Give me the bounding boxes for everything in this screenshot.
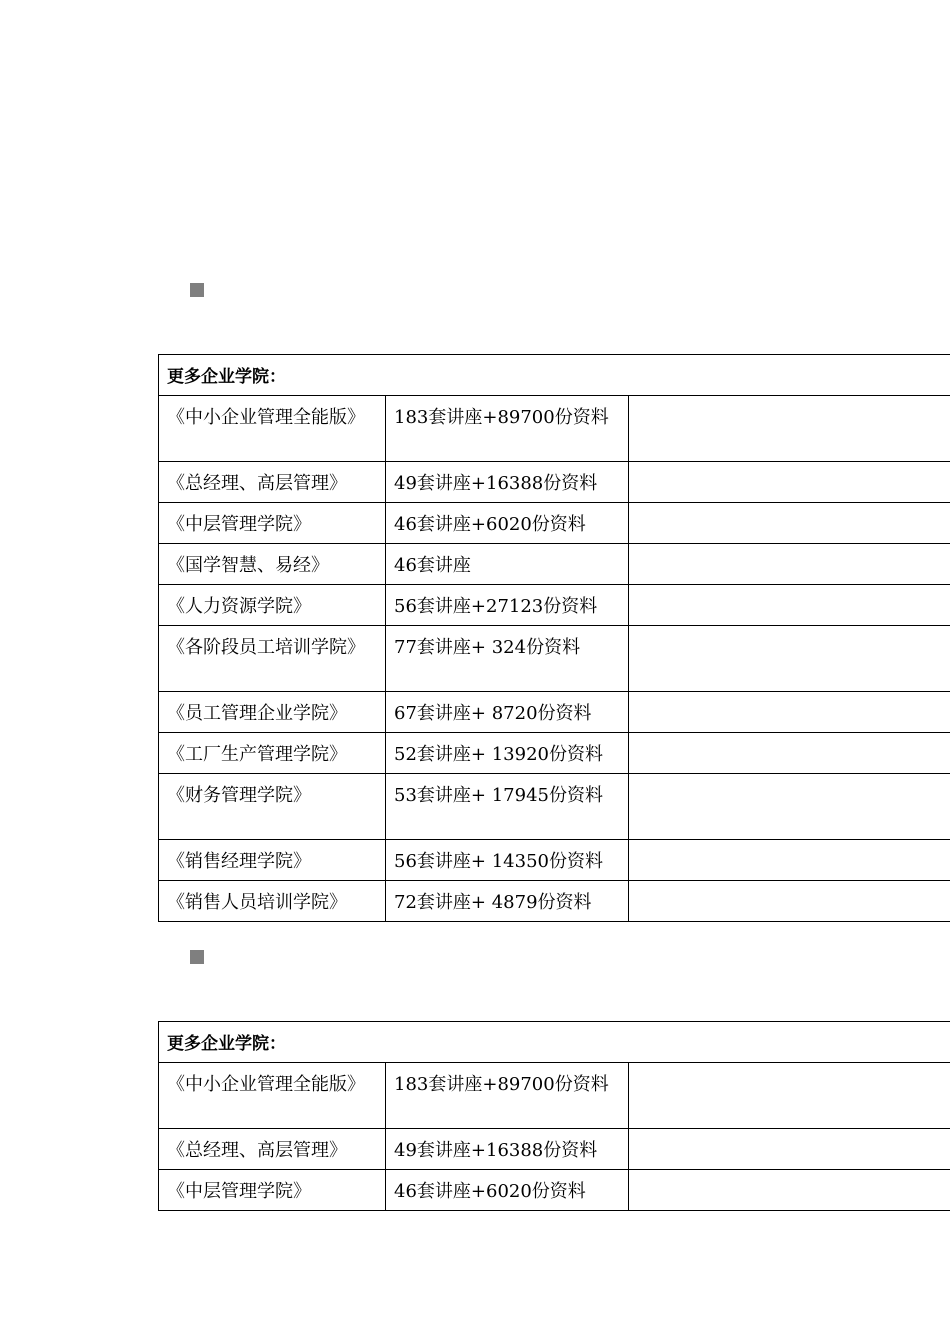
table-row	[159, 585, 950, 626]
course-extra	[629, 840, 950, 881]
table-header-row	[159, 355, 950, 396]
course-name: 《工厂生产管理学院》	[159, 733, 386, 774]
table-row	[159, 503, 950, 544]
course-name: 《中小企业管理全能版》	[159, 396, 386, 462]
course-extra	[629, 1063, 950, 1129]
course-detail: 56套讲座+27123份资料	[386, 585, 629, 626]
course-detail: 46套讲座+6020份资料	[386, 503, 629, 544]
table-row	[159, 1063, 950, 1129]
bullet-square-icon	[190, 950, 204, 964]
course-detail: 49套讲座+16388份资料	[386, 462, 629, 503]
course-name: 《销售经理学院》	[159, 840, 386, 881]
course-name: 《中小企业管理全能版》	[159, 1063, 386, 1129]
course-extra	[629, 692, 950, 733]
course-extra	[629, 881, 950, 922]
course-extra	[629, 503, 950, 544]
course-name: 《员工管理企业学院》	[159, 692, 386, 733]
course-extra	[629, 1129, 950, 1170]
course-detail: 183套讲座+89700份资料	[386, 1063, 629, 1129]
table-row	[159, 840, 950, 881]
table-row	[159, 462, 950, 503]
course-detail: 46套讲座	[386, 544, 629, 585]
table-row	[159, 1170, 950, 1211]
course-table	[158, 354, 950, 922]
course-extra	[629, 1170, 950, 1211]
course-name: 《财务管理学院》	[159, 774, 386, 840]
course-name: 《总经理、高层管理》	[159, 1129, 386, 1170]
course-extra	[629, 774, 950, 840]
course-extra	[629, 733, 950, 774]
table-header-row	[159, 1022, 950, 1063]
table-row	[159, 733, 950, 774]
table-header: 更多企业学院：	[159, 355, 950, 396]
course-detail: 52套讲座+ 13920份资料	[386, 733, 629, 774]
table-row	[159, 692, 950, 733]
course-detail: 77套讲座+ 324份资料	[386, 626, 629, 692]
table-header: 更多企业学院：	[159, 1022, 950, 1063]
table-row	[159, 881, 950, 922]
course-name: 《人力资源学院》	[159, 585, 386, 626]
table-row	[159, 544, 950, 585]
course-name: 《各阶段员工培训学院》	[159, 626, 386, 692]
table-row	[159, 774, 950, 840]
course-detail: 67套讲座+ 8720份资料	[386, 692, 629, 733]
course-detail: 46套讲座+6020份资料	[386, 1170, 629, 1211]
course-table	[158, 1021, 950, 1211]
course-name: 《国学智慧、易经》	[159, 544, 386, 585]
course-name: 《中层管理学院》	[159, 503, 386, 544]
course-extra	[629, 585, 950, 626]
table-row	[159, 396, 950, 462]
course-detail: 49套讲座+16388份资料	[386, 1129, 629, 1170]
course-extra	[629, 626, 950, 692]
table-row	[159, 1129, 950, 1170]
table-row	[159, 626, 950, 692]
course-name: 《中层管理学院》	[159, 1170, 386, 1211]
course-extra	[629, 462, 950, 503]
course-detail: 72套讲座+ 4879份资料	[386, 881, 629, 922]
course-detail: 56套讲座+ 14350份资料	[386, 840, 629, 881]
course-extra	[629, 544, 950, 585]
course-extra	[629, 396, 950, 462]
course-detail: 183套讲座+89700份资料	[386, 396, 629, 462]
course-name: 《销售人员培训学院》	[159, 881, 386, 922]
course-detail: 53套讲座+ 17945份资料	[386, 774, 629, 840]
bullet-square-icon	[190, 283, 204, 297]
course-name: 《总经理、高层管理》	[159, 462, 386, 503]
